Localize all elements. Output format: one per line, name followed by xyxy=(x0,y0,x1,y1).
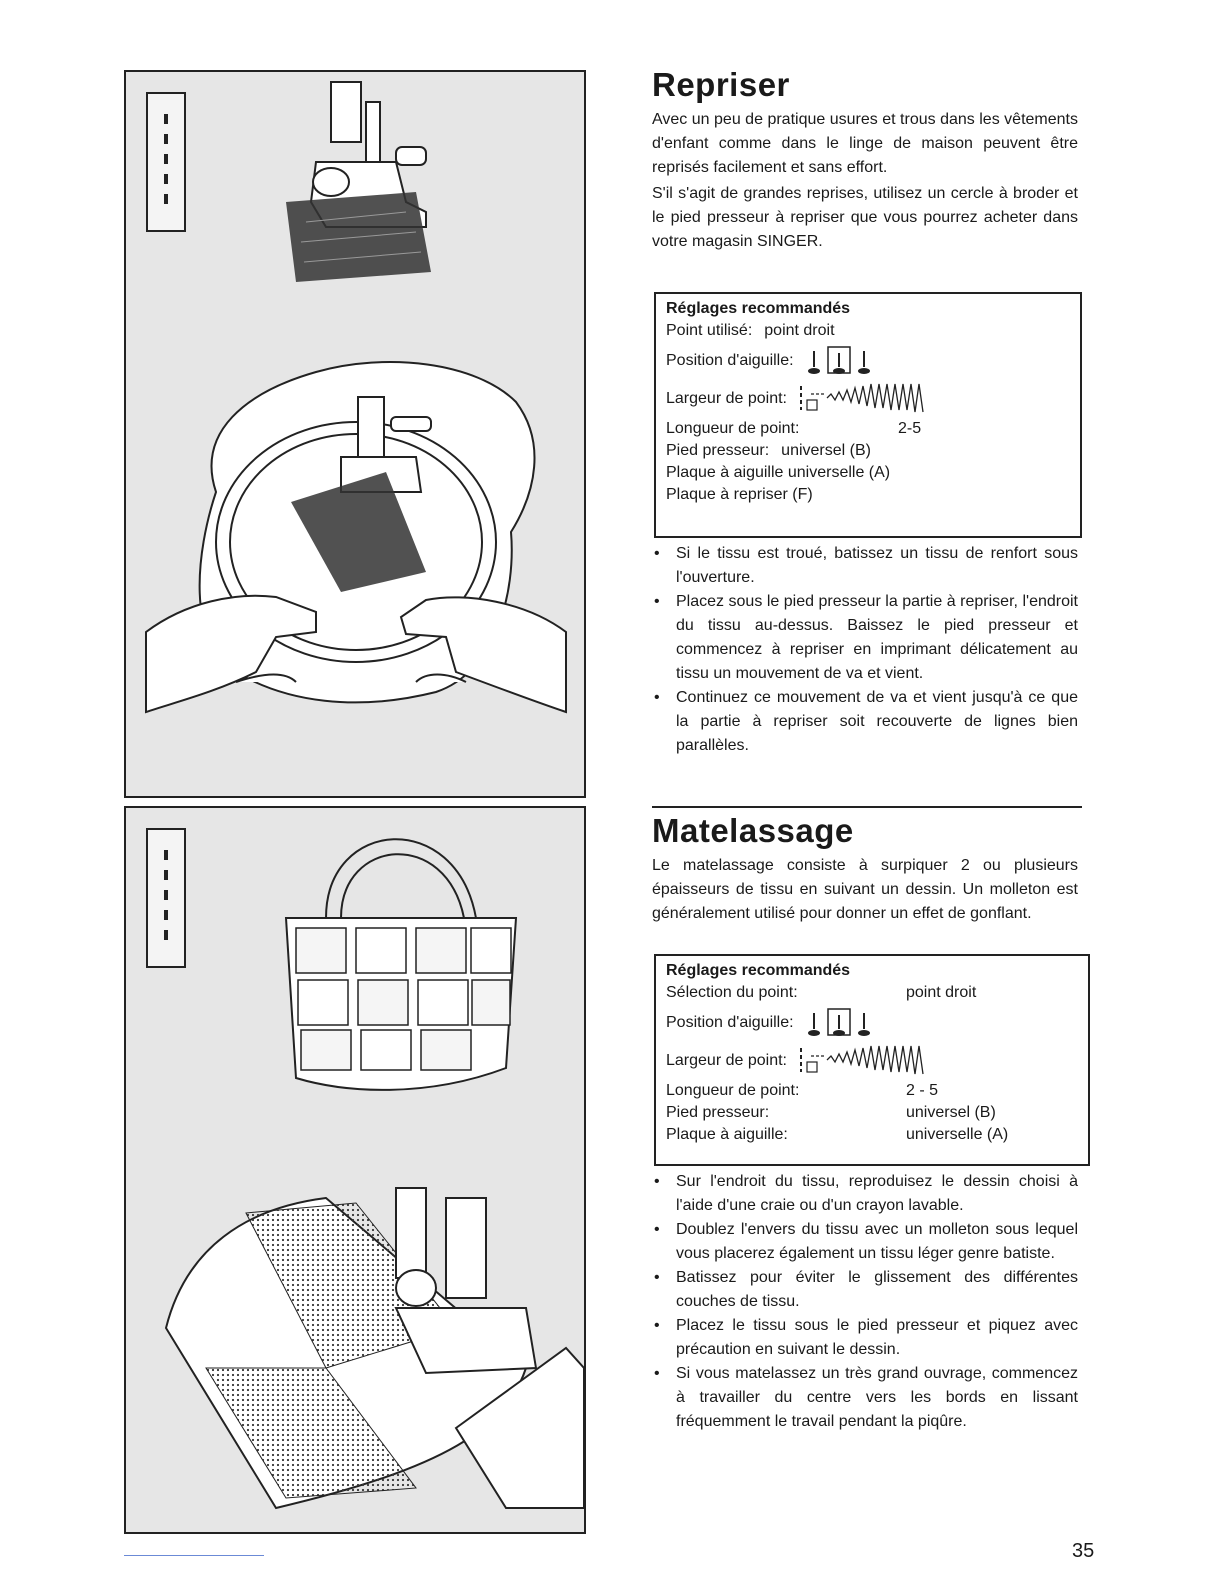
settings-row: Longueur de point: 2 - 5 xyxy=(666,1082,939,1099)
quilting-illustration-panel xyxy=(124,806,586,1534)
list-item: • Batissez pour éviter le glissement des différentes couches de tissu. xyxy=(652,1266,1078,1314)
list-item: • Doublez l'envers du tissu avec un molleton sous lequel vous placerez également un tissu léger genre batiste. xyxy=(652,1218,1078,1266)
matelassage-section xyxy=(652,812,1078,926)
settings-row: Position d'aiguille: xyxy=(666,1004,1078,1042)
settings-heading: Réglages recommandés xyxy=(666,300,851,317)
list-item: • Placez le tissu sous le pied presseur et piquez avec précaution en suivant le dessin. xyxy=(652,1314,1078,1362)
settings-row: Position d'aiguille: xyxy=(666,342,1070,380)
settings-heading: Réglages recommandés xyxy=(666,962,851,979)
settings-row: Plaque à aiguille universelle (A) xyxy=(666,464,891,481)
list-item: • Continuez ce mouvement de va et vient jusqu'à ce que la partie à repriser soit recouverte de lignes bien parallèles. xyxy=(652,686,1078,758)
quilting-illustration xyxy=(126,808,584,1532)
repriser-settings-box xyxy=(654,292,1082,538)
matelassage-title: Matelassage xyxy=(652,812,854,849)
settings-row: Plaque à aiguille: universelle (A) xyxy=(666,1126,1009,1143)
repriser-intro-paragraph-1: Avec un peu de pratique usures et trous dans les vêtements d'enfant comme dans le linge de maison peuvent être reprisés facilement et sans effort. xyxy=(652,111,1078,176)
settings-row: Point utilisé: point droit xyxy=(666,322,835,339)
matelassage-instructions-list xyxy=(652,1170,1078,1434)
repriser-intro-paragraph-2: S'il s'agit de grandes reprises, utilisez un cercle à broder et le pied presseur à repriser que vous pourrez acheter dans votre magasin SINGER. xyxy=(652,185,1078,250)
settings-row: Pied presseur: universel (B) xyxy=(666,1104,996,1121)
list-item: • Si le tissu est troué, batissez un tissu de renfort sous l'ouverture. xyxy=(652,542,1078,590)
matelassage-intro-paragraph: Le matelassage consiste à surpiquer 2 ou plusieurs épaisseurs de tissu en suivant un dessin. Un molleton est généralement utilisé pour donner un effet de gonflant. xyxy=(652,857,1078,922)
settings-row: Largeur de point: xyxy=(666,1042,1078,1080)
settings-row: Longueur de point: 2-5 xyxy=(666,420,922,437)
settings-row: Plaque à repriser (F) xyxy=(666,486,813,503)
repriser-section xyxy=(652,66,1078,254)
settings-row: Pied presseur: universel (B) xyxy=(666,442,871,459)
matelassage-settings-box xyxy=(654,954,1090,1166)
straight-stitch-indicator-icon xyxy=(146,828,186,968)
list-item: • Placez sous le pied presseur la partie à repriser, l'endroit du tissu au-dessus. Baissez le pied presseur et commencez à repriser en imprimant délicatement au tissu un mouvement de va et vient. xyxy=(652,590,1078,686)
darning-illustration xyxy=(126,72,584,796)
section-divider xyxy=(652,806,1082,808)
footer-line xyxy=(124,1555,264,1556)
repriser-title: Repriser xyxy=(652,66,790,103)
list-item: • Si vous matelassez un très grand ouvrage, commencez à travailler du centre vers les bords en lissant fréquemment le travail pendant la piqûre. xyxy=(652,1362,1078,1434)
darning-illustration-panel xyxy=(124,70,586,798)
stitch-width-icon xyxy=(797,382,947,416)
needle-position-icon xyxy=(804,345,874,377)
page-number: 35 xyxy=(1072,1540,1095,1562)
straight-stitch-indicator-icon xyxy=(146,92,186,232)
stitch-width-icon xyxy=(797,1044,947,1078)
list-item: • Sur l'endroit du tissu, reproduisez le dessin choisi à l'aide d'une craie ou d'un crayon lavable. xyxy=(652,1170,1078,1218)
settings-row: Sélection du point: point droit xyxy=(666,984,977,1001)
needle-position-icon xyxy=(804,1007,874,1039)
settings-row: Largeur de point: xyxy=(666,380,1070,418)
repriser-instructions-list xyxy=(652,542,1078,758)
